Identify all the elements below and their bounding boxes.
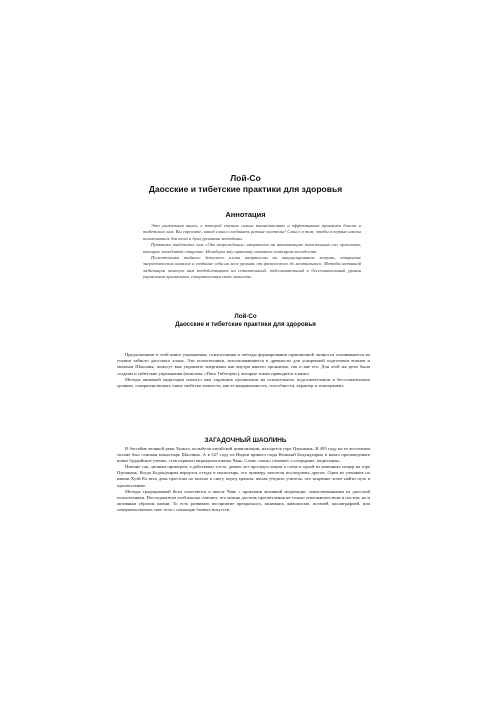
book-title-block — [100, 173, 391, 195]
annotation-paragraph: Психотехники тайного даосского клана направлены на аккумулирование энергии, открытие энергетических каналов и создание себя на всех уровнях от физического до ментального. Методы активной медитации помогут вам воздействовать на сознательный, подсознательный и бессознательный уровни управления организмом, совершенствуя свою личность. — [143, 255, 361, 280]
intro-paragraph: Методы активной медитации помогут вам управлять организмом на сознательном, подсознательном и бессознательном уровнях, совершенствовать такие свойства личности, как ее направленность, способности, характер и темперамент. — [117, 376, 370, 389]
section-body — [117, 446, 370, 513]
annotation-heading: Аннотация — [225, 210, 266, 219]
annotation-paragraph: Практика тибетских лам «Око возрождения» направлена на активизацию пониженных сил организма, которые замедляют старение. Нелидеры эту практику называли эликсиром молодости. — [143, 242, 361, 254]
book-author: Лой-Со — [230, 173, 261, 183]
repeat-title-block — [100, 313, 391, 329]
annotation-text — [143, 223, 361, 281]
book-title: Даосские и тибетские практики для здоровья — [148, 184, 343, 194]
repeat-title: Даосские и тибетские практики для здоровья — [175, 321, 316, 328]
section-heading: ЗАГАДОЧНЫЙ ШАОЛИНЬ — [204, 437, 287, 444]
annotation-paragraph: Эта уникальная книга, о которой сказано самые таинственные и эффективные практики даосов и тибетских лам. Вы спросите, какой смысл соединять разные системы? Смысл в том, чтобы в первые школы пользоваться для тела и духа уровнями методами. — [143, 223, 361, 241]
intro-text — [117, 352, 370, 389]
section-paragraph: Методы традиционной йоги сочетаются в школе Чань с приемами активной медитации, заимствованными из даосской психотехники. Последователи этой школы считают, что можно достичь просветления не только отшельничеством и постом, но и активным образом жизни. То есть развивать восприятие прекрасного, занимаясь живописью, поэзией, каллиграфией, или совершенствовать свое тело с помощью боевых искусств. — [117, 488, 370, 512]
section-paragraph: В бассейне великой реки Хуанхэ, колыбели китайской цивилизации, находится гора Цзуншань. В 495 году на ее восточном склоне был основан монастырь Шаолинь. А в 527 году из Индии пришел сюда Великий Бодхидхарма и начал проповедовать новое буддийское учение, став первым патриархом школы Чань. Слово «чань» означает «созерцание, медитация». — [117, 446, 370, 464]
section-paragraph: Именно так, личным примером, а действовал гость: девять лет просидел лицом к стене в одной из каменных пещер на горе Цзуншань. Когда Бодхидхарма вернулся оттуда в монастырь, его примеру захотели последовать другие. Один из учеников по имени Хуэй Кэ весь день простоял по колено в снегу перед храмом, желая убедить учителя, что искренне хочет найти путь к просветлению. — [117, 464, 370, 488]
intro-paragraph: Предложенные в этой книге упражнения, психотехники и методы формирования гармоничной личности основываются на учении тайного даосского клана. Эти психотехники, использовавшиеся в древности для ускоренной подготовки воинов и монахов Шаолиня, помогут вам управлять энергиями как внутри вашего организма, так и вне его. Для этой же цели были созданы и тибетские упражнения (комплекс «Пять Тибетцев»), которые также приводятся в книге. — [117, 352, 370, 376]
repeat-author: Лой-Со — [234, 313, 257, 320]
